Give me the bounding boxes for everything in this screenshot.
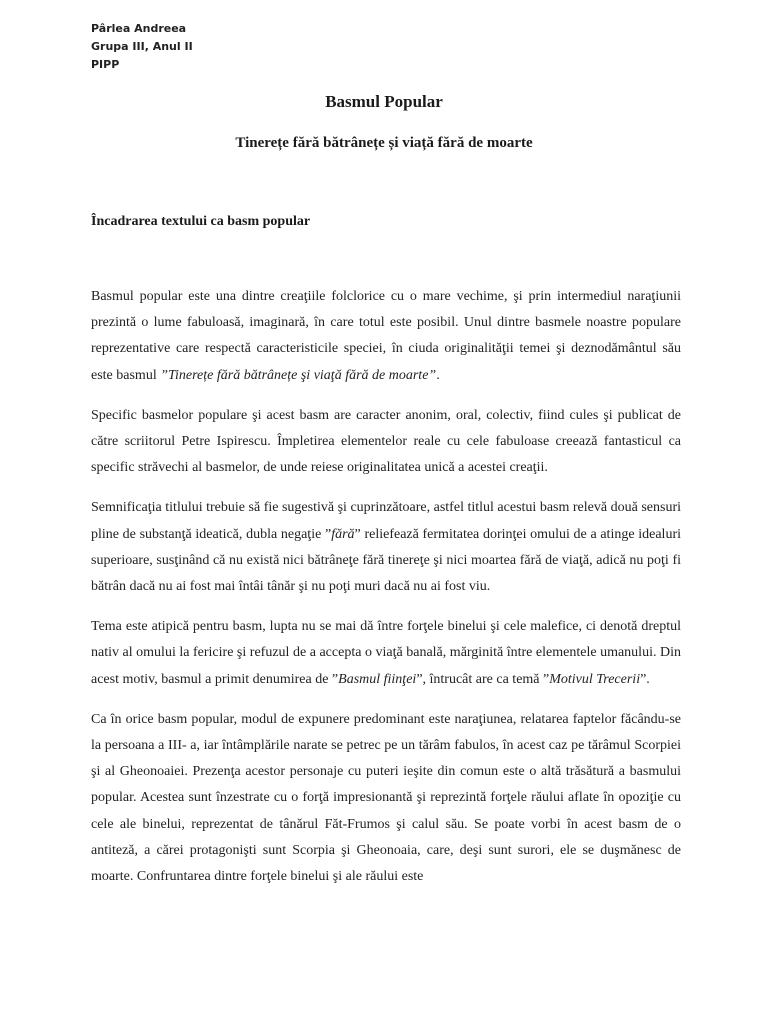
section-heading: Încadrarea textului ca basm popular (91, 214, 311, 229)
paragraph-italic-word: fără (331, 526, 355, 542)
paragraph-text: Semnificaţia titlului trebuie să fie sugestivă şi cuprinzătoare, astfel titlul acestui basm relevă două sensuri pline de substanţă ideatică, dubla negaţie ” (91, 500, 681, 542)
paragraph-text: . (436, 367, 440, 383)
paragraph-italic-term: Basmul fiinţei (338, 671, 417, 687)
paragraph-text: ” reliefează fermitatea dorinţei omului de a atinge idealuri superioare, susţinând că nu există nici bătrâneţe fără tinereţe şi nici moartea fără de viaţă, adică nu poţi fi bătrân dacă nu ai fost mai întâi tânăr şi nu poţi muri dacă nu ai fost viu. (91, 526, 681, 595)
paragraph-text: ”. (640, 671, 650, 687)
author-name: Pârlea Andreea (91, 22, 187, 35)
paragraph-italic-term: Motivul Trecerii (549, 671, 641, 687)
author-header (91, 20, 193, 74)
paragraph (91, 614, 681, 693)
author-program: PIPP (91, 58, 120, 71)
paragraph (91, 495, 681, 600)
paragraph: Specific basmelor populare şi acest basm are caracter anonim, oral, colectiv, fiind cules şi publicat de către scriitorul Petre Ispirescu. Împletirea elementelor reale cu cele fabuloase creează fantasticul ca specific străvechi al basmelor, de unde reiese originalitatea unică a acestei creaţii. (91, 407, 681, 476)
document-title: Basmul Popular (325, 92, 443, 111)
author-group: Grupa III, Anul II (91, 40, 193, 53)
paragraph-text: ”, întrucât are ca temă ” (416, 671, 550, 687)
paragraph-text: Basmul popular este una dintre creaţiile folclorice cu o mare vechime, şi prin intermediul naraţiunii prezintă o lume fabuloasă, imaginară, în care totul este posibil. Unul dintre basmele noastre populare reprezentative care respectă caracteristicile speciei, în ciuda originalităţii temei şi deznodământul său este basmul (91, 289, 681, 383)
paragraph: Ca în orice basm popular, modul de expunere predominant este naraţiunea, relatarea faptelor făcându-se la persoana a III- a, iar întâmplările narate se petrec pe un tărâm fabulos, în acest caz pe tărâmul Scorpiei şi al Gheonoaiei. Prezenţa acestor personaje cu puteri ieşite din comun este o altă trăsătură a basmului popular. Acestea sunt înzestrate cu o forţă impresionantă şi reprezintă forţele răului aflate în opoziţie cu cele ale binelui, reprezentat de tânărul Făt-Frumos şi calul său. Se poate vorbi în acest basm de o antiteză, a cărei protagonişti sunt Scorpia şi Gheonoaia, care, deşi sunt surori, ele se duşmănesc de moarte. Confruntarea dintre forţele binelui şi ale răului este (91, 711, 681, 885)
paragraph-italic-title: ”Tinerețe fără bătrânețe şi viaţă fără de moarte” (160, 367, 437, 383)
paragraph (91, 284, 681, 389)
document-subtitle: Tinerețe fără bătrânețe și viață fără de moarte (235, 135, 533, 151)
paragraph-text: Tema este atipică pentru basm, lupta nu se mai dă între forţele binelui şi cele malefice, ci denotă dreptul nativ al omului la fericire şi refuzul de a accepta o viaţă banală, mărginită între elementele umanului. Din acest motiv, basmul a primit denumirea de ” (91, 619, 681, 687)
body-text (91, 284, 681, 904)
